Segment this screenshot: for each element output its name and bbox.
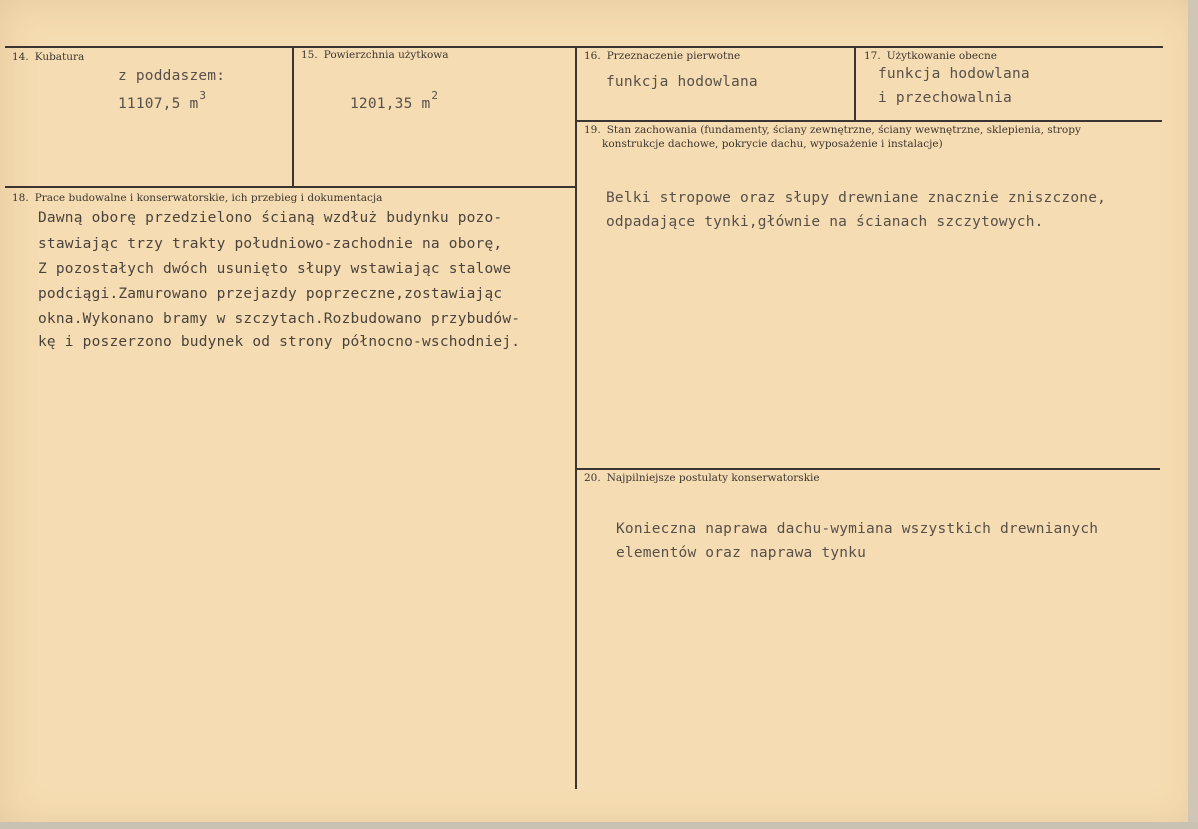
- field-20-line-1: Konieczna naprawa dachu-wymiana wszystkich drewnianych: [616, 521, 1099, 537]
- field-19-line-1: Belki stropowe oraz słupy drewniane znacznie zniszczone,: [606, 190, 1107, 206]
- field-14-unit-exponent: 3: [199, 89, 207, 102]
- field-18-line-6: kę i poszerzono budynek od strony północno-wschodniej.: [38, 334, 521, 350]
- rule-right-upper: [576, 120, 1162, 122]
- field-18-line-5: okna.Wykonano bramy w szczytach.Rozbudowano przybudów-: [38, 311, 521, 327]
- field-15-value: [350, 89, 439, 112]
- field-19-line-2: odpadające tynki,głównie na ścianach szczytowych.: [606, 214, 1044, 230]
- rule-right-lower: [576, 468, 1160, 470]
- divider-14-15: [292, 47, 294, 187]
- field-16-value: funkcja hodowlana: [606, 74, 758, 90]
- field-20-line-2: elementów oraz naprawa tynku: [616, 545, 867, 561]
- field-18-line-1: Dawną oborę przedzielono ścianą wzdłuż budynku pozo-: [38, 210, 503, 226]
- card-edge-right: [1188, 0, 1198, 829]
- field-14-value: [118, 89, 207, 112]
- field-19-label: 19. Stan zachowania (fundamenty, ściany zewnętrzne, ściany wewnętrzne, sklepienia, stropy: [584, 124, 1081, 136]
- divider-center: [575, 47, 577, 789]
- field-15-number-value: 1201,35 m: [350, 95, 431, 112]
- field-18-line-2: stawiając trzy trakty południowo-zachodnie na oborę,: [38, 236, 503, 252]
- field-14-label: 14. Kubatura: [12, 51, 85, 63]
- field-18-line-4: podciągi.Zamurowano przejazdy poprzeczne,zostawiając: [38, 286, 503, 302]
- card-edge-bottom: [0, 822, 1198, 829]
- rule-left-middle: [5, 186, 576, 188]
- field-14-number-value: 11107,5 m: [118, 95, 199, 112]
- divider-16-17: [854, 47, 856, 120]
- field-15-unit-exponent: 2: [431, 89, 439, 102]
- field-17-line-2: i przechowalnia: [878, 90, 1012, 106]
- field-19-label-continued: konstrukcje dachowe, pokrycie dachu, wyposażenie i instalacje): [602, 138, 943, 150]
- field-20-label: 20. Najpilniejsze postulaty konserwatorskie: [584, 472, 820, 484]
- field-17-label: 17. Użytkowanie obecne: [864, 50, 997, 62]
- field-18-line-3: Z pozostałych dwóch usunięto słupy wstawiając stalowe: [38, 261, 512, 277]
- field-14-line1: z poddaszem:: [118, 68, 226, 84]
- field-15-label: 15. Powierzchnia użytkowa: [301, 49, 449, 61]
- field-18-label: 18. Prace budowalne i konserwatorskie, ich przebieg i dokumentacja: [12, 192, 383, 204]
- field-17-line-1: funkcja hodowlana: [878, 66, 1030, 82]
- top-rule: [5, 46, 1163, 48]
- field-16-label: 16. Przeznaczenie pierwotne: [584, 50, 741, 62]
